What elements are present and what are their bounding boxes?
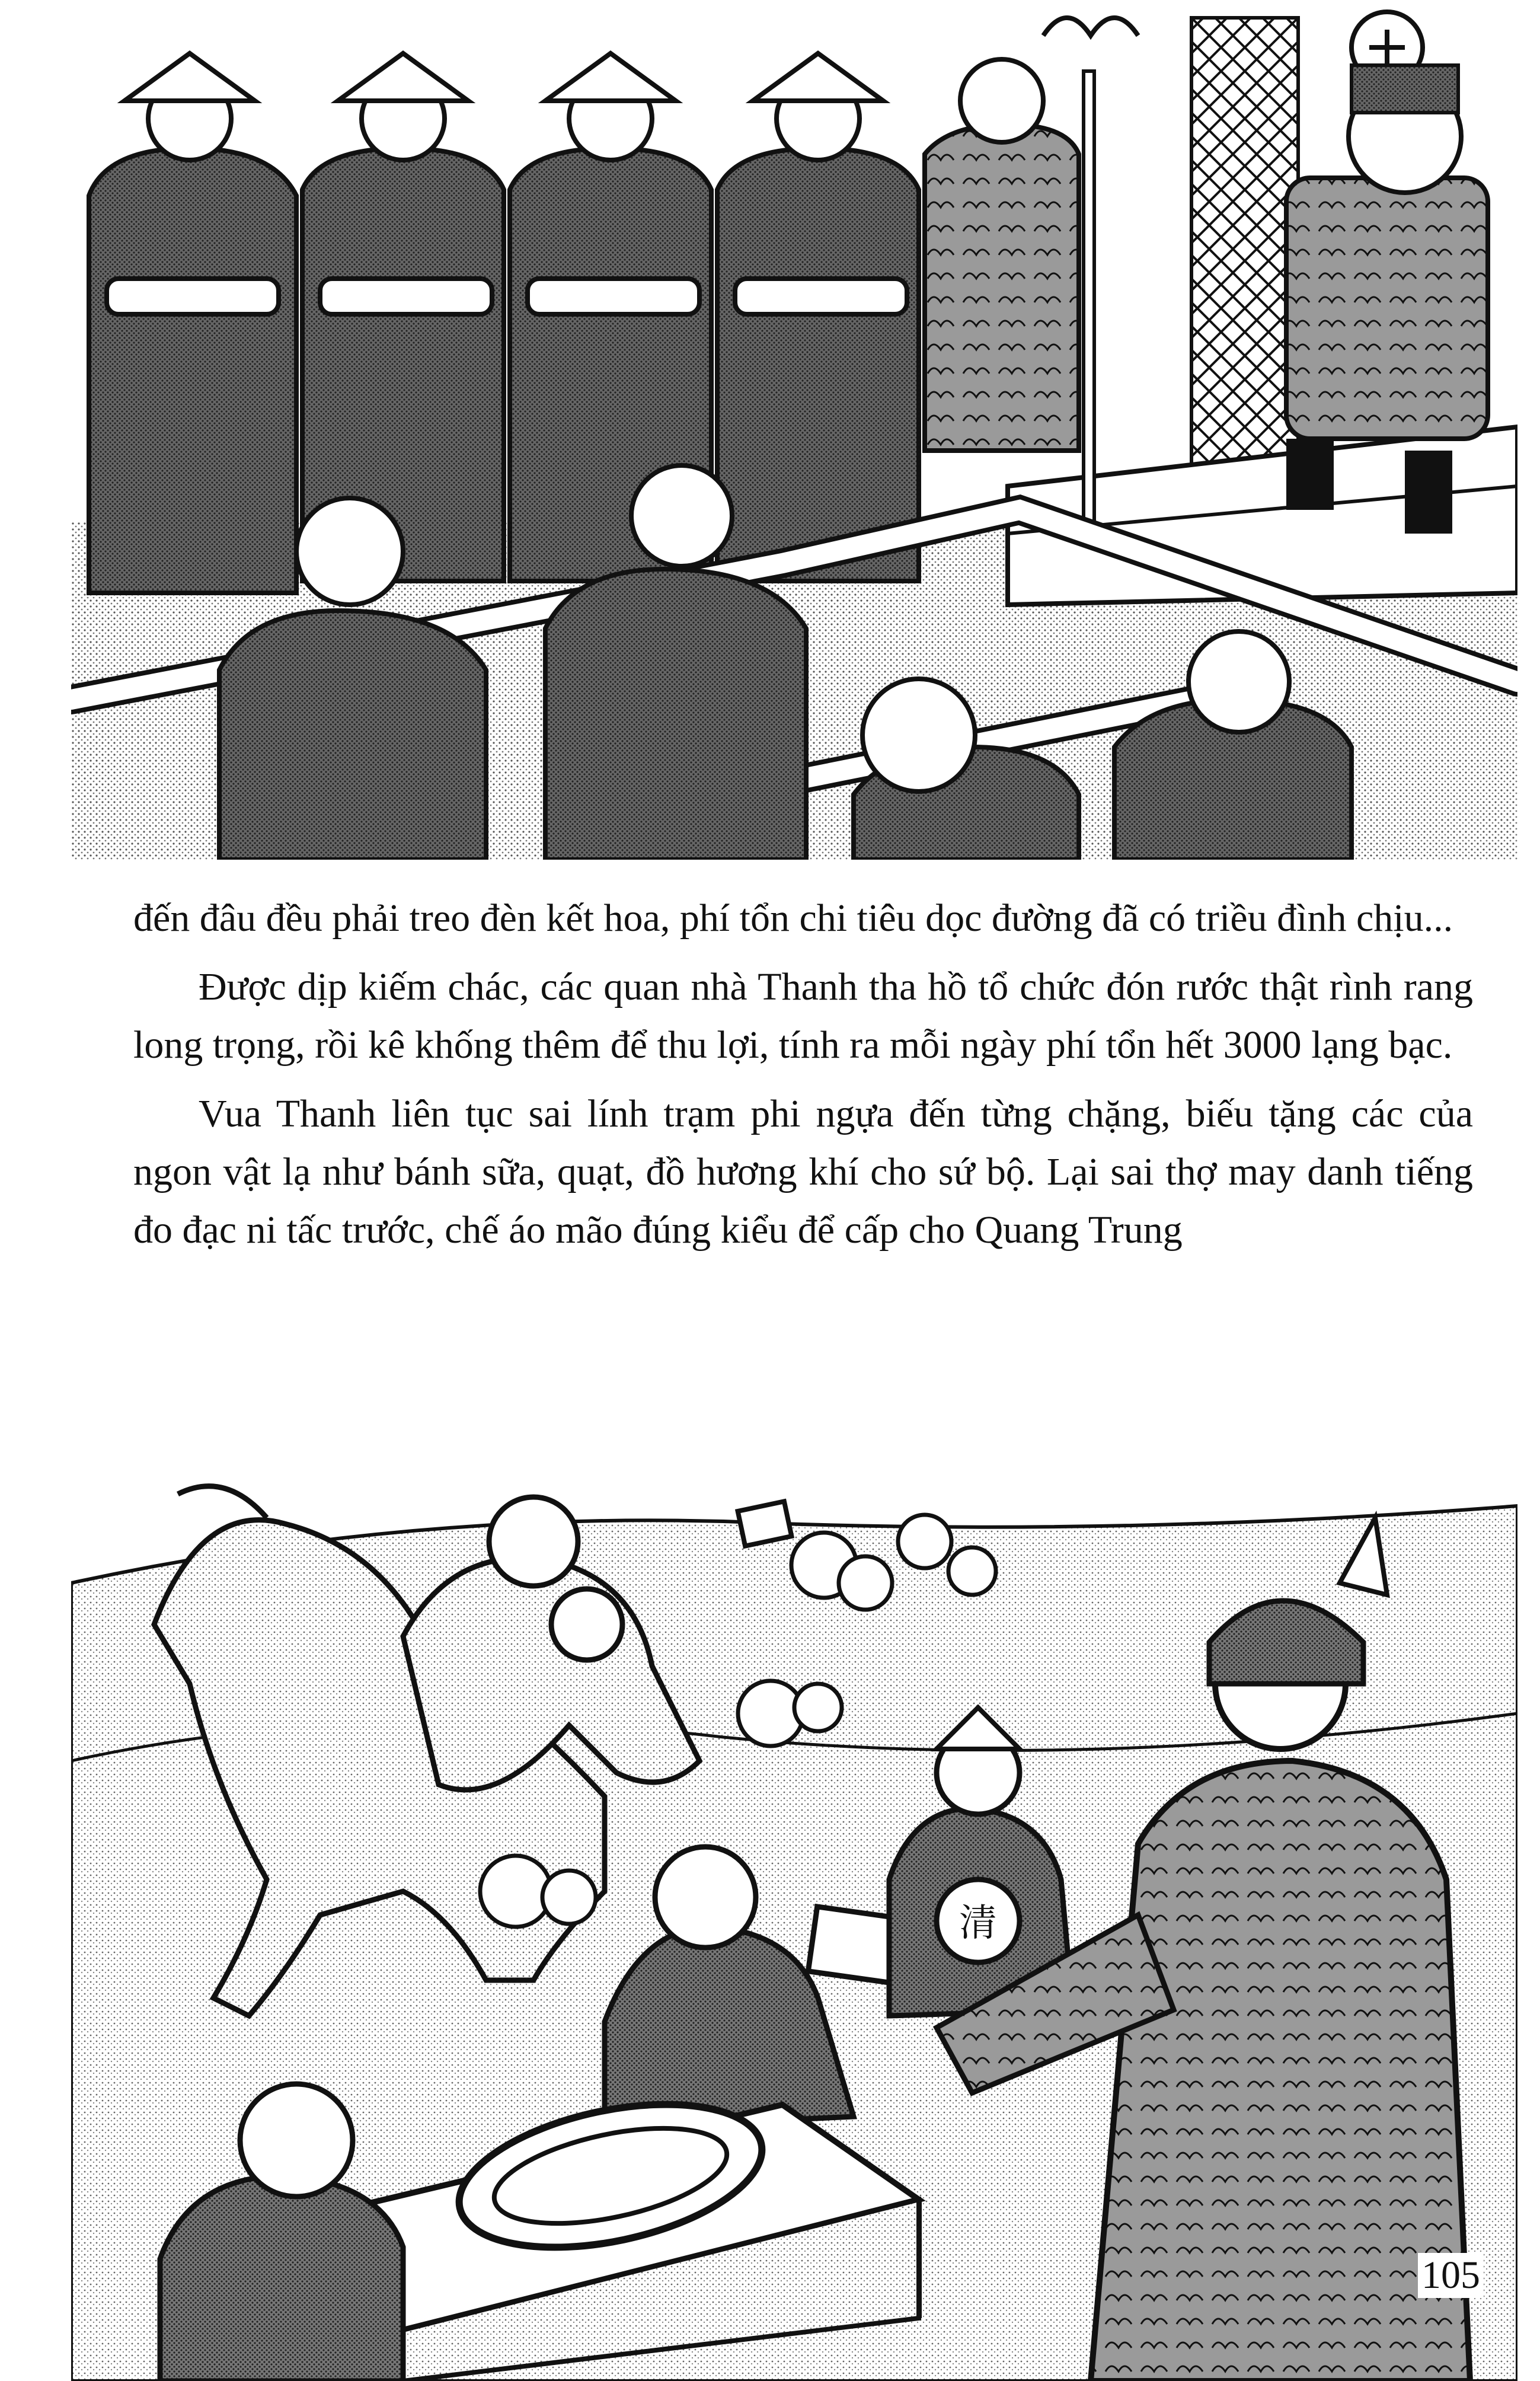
story-text [133, 889, 1473, 1270]
tailor-2-head [240, 2084, 353, 2197]
bearer-1-robe [219, 611, 486, 860]
bearer-4-head [1188, 631, 1289, 732]
tailor-2-robe [160, 2176, 403, 2381]
top-illustration-procession [71, 0, 1517, 860]
official-robe [925, 125, 1079, 451]
soldier-4-hat [753, 53, 883, 101]
soldier-1-hat [124, 53, 255, 101]
emperor-boot-right [1405, 451, 1452, 534]
official-head [960, 59, 1043, 142]
page-number: 105 [1418, 2253, 1484, 2298]
lattice-pillar [1191, 18, 1298, 492]
badge-character: 清 [959, 1901, 997, 1945]
emperor-robe [1286, 178, 1488, 439]
emperor-boot-left [1286, 439, 1334, 510]
soldier-1-robe [89, 148, 296, 593]
paragraph-1: đến đâu đều phải treo đèn kết hoa, phí tổn chi tiêu dọc đường đã có triều đình chịu... [133, 896, 1453, 940]
bearer-2-robe [545, 569, 806, 860]
bearer-2-head [631, 465, 732, 566]
bearer-3-head [862, 679, 975, 791]
soldier-4-robe [717, 148, 919, 581]
rider-head [489, 1497, 578, 1586]
horse-mane [178, 1486, 267, 1518]
general-armor [1091, 1761, 1470, 2381]
rider-parcel [738, 1501, 792, 1546]
rider-badge [551, 1589, 622, 1660]
soldier-3-hat [545, 53, 676, 101]
paragraph-2: Được dịp kiếm chác, các quan nhà Thanh tha hồ tổ chức đón rước thật rình rang long trọng, rồi kê khống thêm để thu lợi, tính ra mỗi ngày phí tổn hết 3000 lạng bạc. [133, 965, 1473, 1067]
bottom-illustration-messenger [71, 1429, 1517, 2381]
tailor-1-head [655, 1847, 756, 1948]
paragraph-3: Vua Thanh liên tục sai lính trạm phi ngựa đến từng chặng, biếu tặng các của ngon vật lạ như bánh sữa, quạt, đồ hương khí cho sứ bộ. Lại sai thợ may danh tiếng đo đạc ni tấc trước, chế áo mão đúng kiểu để cấp cho Quang Trung [133, 1092, 1473, 1252]
bearer-1-head [296, 498, 403, 605]
banner-pole [1084, 71, 1094, 522]
soldier-2-hat [338, 53, 468, 101]
